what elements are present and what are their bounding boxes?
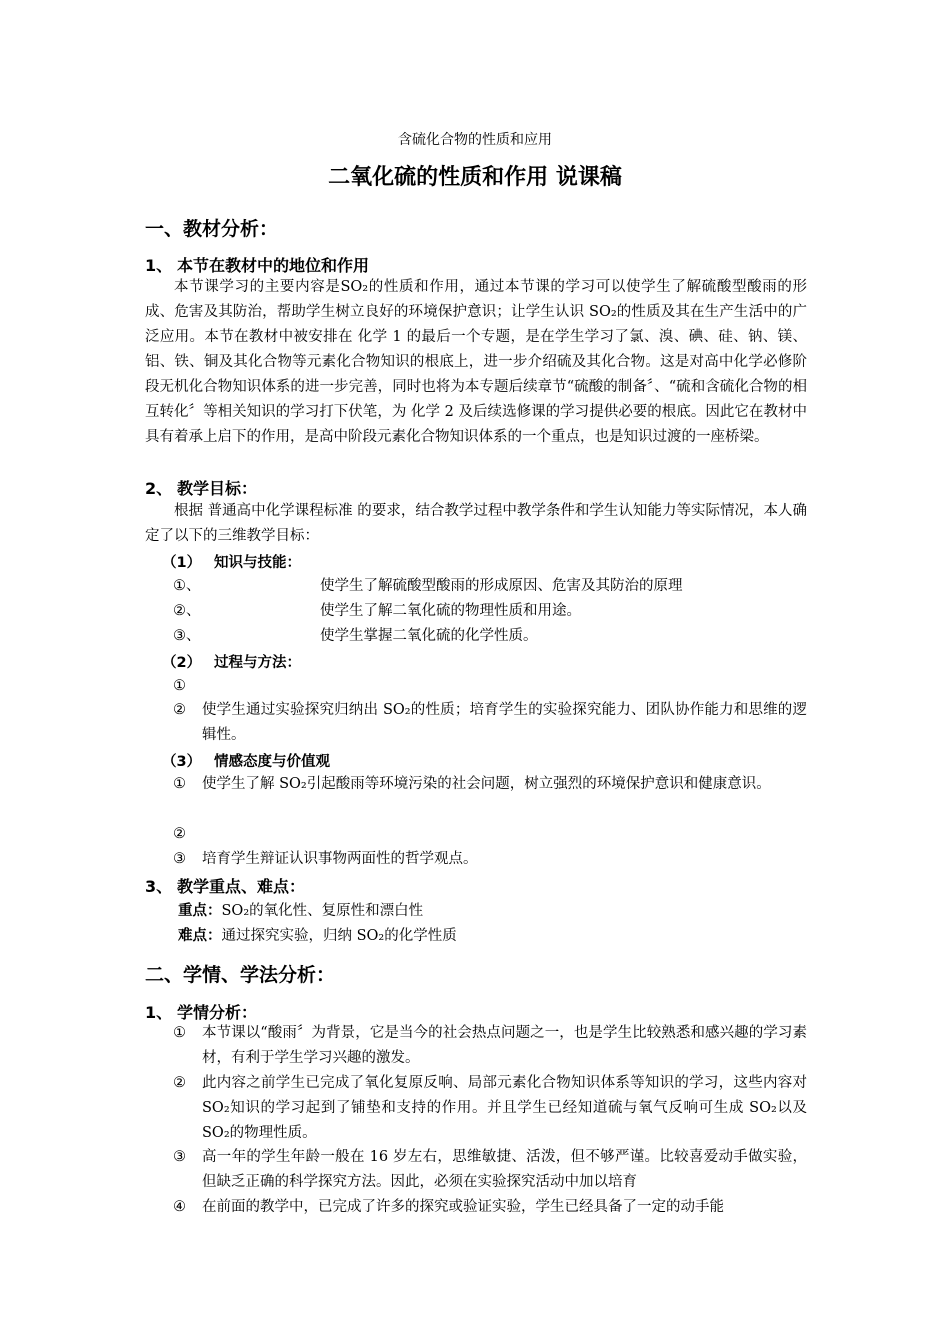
list-marker: ③、 bbox=[173, 628, 201, 644]
list-marker: ② bbox=[173, 826, 186, 842]
list-marker: ① bbox=[173, 678, 186, 694]
subsection-heading-1-3 bbox=[145, 874, 305, 897]
goal-group-label: 过程与方法： bbox=[214, 655, 301, 671]
list-marker: ①、 bbox=[173, 578, 201, 594]
subsection-label: 学情分析： bbox=[177, 1003, 258, 1022]
difficulty-label: 难点： bbox=[178, 928, 222, 944]
list-text: 使学生了解二氧化硫的物理性质和用途。 bbox=[320, 603, 581, 619]
list-text: 使学生通过实验探究归纳出 SO₂的性质；培育学生的实验探究能力、团队协作能力和思维的逻辑性。 bbox=[202, 702, 807, 743]
subsection-label: 教学目标： bbox=[177, 479, 258, 498]
subsection-label: 教学重点、难点： bbox=[177, 877, 306, 896]
list-item bbox=[173, 772, 807, 797]
goal-group-number: （3） bbox=[162, 754, 202, 770]
goal-group-knowledge bbox=[162, 551, 301, 572]
list-text: 使学生了解 SO₂引起酸雨等环境污染的社会问题，树立强烈的环境保护意识和健康意识。 bbox=[202, 776, 771, 792]
goal-group-label: 知识与技能： bbox=[214, 555, 301, 571]
list-item bbox=[173, 1021, 807, 1071]
difficulty-line bbox=[178, 924, 457, 945]
list-text: 培育学生辩证认识事物两面性的哲学观点。 bbox=[202, 851, 478, 867]
subsection-heading-1-2 bbox=[145, 476, 257, 499]
paragraph-teaching-goals: 根据 普通高中化学课程标准 的要求，结合教学过程中教学条件和学生认知能力等实际情况，本人确定了以下的三维教学目标： bbox=[145, 503, 807, 544]
paragraph-position-role: 本节课学习的主要内容是SO₂的性质和作用，通过本节课的学习可以使学生了解硫酸型酸雨的形成、危害及其防治，帮助学生树立良好的环境保护意识；让学生认识 SO₂的性质及其在生产生活中的广泛应用。本节在教材中被安排在 化学 1 的最后一个专题，是在学生学习了氯、溴、碘、硅、钠、镁、铝、铁、铜及其化合物等元素化合物知识的根底上，进一步介绍硫及其化合物。这是对高中化学必修阶段无机化合物知识体系的进一步完善，同时也将为本专题后续章节“硫酸的制备〞、“硫和含硫化合物的相互转化〞等相关知识的学习打下伏笔，为 化学 2 及后续选修课的学习提供必要的根底。因此它在教材中具有着承上启下的作用，是高中阶段元素化合物知识体系的一个重点，也是知识过渡的一座桥梁。 bbox=[145, 279, 807, 445]
list-marker: ③ bbox=[173, 1149, 186, 1165]
difficulty-text: 通过探究实验，归纳 SO₂的化学性质 bbox=[221, 928, 457, 944]
subsection-number: 1、 bbox=[145, 1003, 173, 1022]
goal-group-process bbox=[162, 651, 301, 672]
subsection-number: 3、 bbox=[145, 877, 173, 896]
list-item bbox=[173, 847, 807, 872]
list-item bbox=[173, 698, 807, 748]
subsection-number: 2、 bbox=[145, 479, 173, 498]
list-marker: ③ bbox=[173, 851, 186, 867]
list-marker: ② bbox=[173, 702, 186, 718]
goal-group-attitude bbox=[162, 750, 330, 771]
goal-group-label: 情感态度与价值观 bbox=[214, 754, 330, 770]
section-heading-2: 二、学情、学法分析： bbox=[145, 964, 336, 986]
focus-label: 重点： bbox=[178, 903, 222, 919]
list-text: 在前面的教学中，已完成了许多的探究或验证实验，学生已经具备了一定的动手能 bbox=[202, 1199, 724, 1215]
list-item bbox=[173, 624, 807, 649]
list-text: 使学生了解硫酸型酸雨的形成原因、危害及其防治的原理 bbox=[320, 578, 683, 594]
list-text: 本节课以“酸雨〞为背景，它是当今的社会热点问题之一，也是学生比较熟悉和感兴趣的学习素材，有利于学生学习兴趣的激发。 bbox=[202, 1025, 807, 1066]
list-item bbox=[173, 599, 807, 624]
list-text: 此内容之前学生已完成了氧化复原反响、局部元素化合物知识体系等知识的学习，这些内容对 SO₂知识的学习起到了铺垫和支持的作用。并且学生已经知道硫与氧气反响可生成 SO₂以及 SO₂的物理性质。 bbox=[202, 1075, 807, 1141]
section-heading-1: 一、教材分析： bbox=[145, 218, 279, 240]
list-text: 使学生掌握二氧化硫的化学性质。 bbox=[320, 628, 538, 644]
list-text: 高一年的学生年龄一般在 16 岁左右，思维敏捷、活泼，但不够严谨。比较喜爱动手做实验，但缺乏正确的科学探究方法。因此，必须在实验探究活动中加以培育 bbox=[202, 1149, 807, 1190]
goal-group-number: （2） bbox=[162, 655, 202, 671]
list-marker: ① bbox=[173, 776, 186, 792]
focus-text: SO₂的氧化性、复原性和漂白性 bbox=[221, 903, 424, 919]
list-marker: ④ bbox=[173, 1199, 186, 1215]
subsection-heading-2-1 bbox=[145, 1000, 257, 1023]
document-title: 二氧化硫的性质和作用 说课稿 bbox=[328, 165, 622, 190]
list-item bbox=[173, 574, 807, 599]
focus-line bbox=[178, 899, 423, 920]
list-item bbox=[173, 1071, 807, 1146]
list-marker: ②、 bbox=[173, 603, 201, 619]
list-item bbox=[173, 1195, 807, 1220]
goal-group-number: （1） bbox=[162, 555, 202, 571]
list-marker: ① bbox=[173, 1025, 186, 1041]
document-header: 含硫化合物的性质和应用 bbox=[398, 132, 552, 148]
subsection-heading-1-1 bbox=[145, 253, 369, 276]
subsection-number: 1、 bbox=[145, 256, 173, 275]
subsection-label: 本节在教材中的地位和作用 bbox=[177, 256, 370, 275]
list-item bbox=[173, 1145, 807, 1195]
list-marker: ② bbox=[173, 1075, 186, 1091]
